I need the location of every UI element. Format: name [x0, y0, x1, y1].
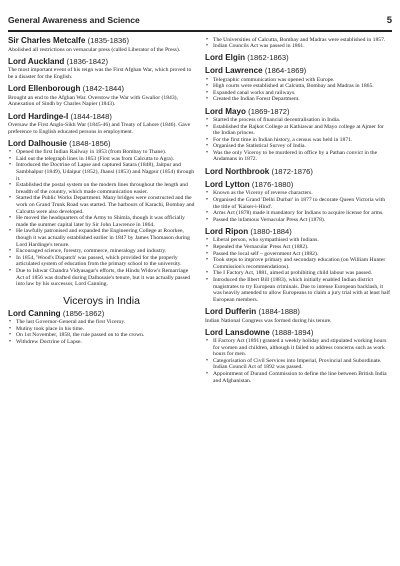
- bullet-item: • Repealed the Vernacular Press Act (1882).: [205, 244, 392, 251]
- bullet-item: • Mutiny took place in his time.: [8, 326, 195, 333]
- bullet-item: • For the first time in Indian history, a census was held in 1871.: [205, 137, 392, 144]
- ruler-years: (1848-1856): [69, 138, 111, 148]
- ruler-heading: [205, 167, 392, 177]
- bullet-item: • Organised the Statistical Survey of India.: [205, 143, 392, 150]
- ruler-section: [8, 36, 195, 53]
- ruler-description: Brought an end to the Afghan War. Overstow the War with Gwalior (1843), Annexation of Sindh by Charles Napier (1843).: [8, 94, 178, 108]
- ruler-heading: [8, 139, 195, 149]
- ruler-description: Indian National Congress was formed during his tenure.: [205, 317, 332, 324]
- bullet-item: • Took steps to improve primary and secondary education (on William Hunter Commission's recommendations).: [205, 257, 392, 270]
- ruler-heading: [205, 53, 392, 63]
- ruler-name: Lord Elgin: [205, 52, 246, 62]
- bullet-item: • Laid out the telegraph lines in 1853 (First was from Calcutta to Agra).: [8, 156, 195, 163]
- ruler-heading: [205, 227, 392, 237]
- ruler-name: Lord Hardinge-I: [8, 111, 69, 121]
- ruler-years: (1884-1888): [258, 306, 300, 316]
- ruler-years: (1844-1848): [70, 111, 112, 121]
- bullet-list: [205, 237, 392, 303]
- viceroys-heading: Viceroys in India: [63, 294, 140, 307]
- bullet-item: • Opened the first Indian Railway in 1853 (from Bombay to Thane).: [8, 149, 195, 156]
- bullet-item: • Passed the infamous Vernacular Press Act (1878).: [205, 217, 392, 224]
- ruler-years: (1872-1876): [271, 166, 313, 176]
- bullet-list: [205, 77, 392, 103]
- right-column: [205, 36, 392, 388]
- bullet-item: • Started the process of financial decentralisation in India.: [205, 117, 392, 124]
- bullet-item: • Categorisation of Civil Services into Imperial, Provincial and Subordinate. Indian Council Act of 1892 was passed.: [205, 358, 392, 371]
- ruler-name: Lord Ellenborough: [8, 84, 81, 94]
- bullet-item: • High courts were established at Calcutta, Bombay and Madras in 1865.: [205, 83, 392, 90]
- bullet-item: • Withdrew Doctrine of Lapse.: [8, 339, 195, 346]
- bullet-item: • Known as the Viceroy of reverse characters.: [205, 190, 392, 197]
- bullet-item: • The Universities of Calcutta, Bombay and Madras were established in 1857.: [205, 37, 392, 44]
- ruler-section: [205, 328, 392, 385]
- ruler-years: (1836-1842): [66, 56, 108, 66]
- ruler-years: (1864-1869): [264, 66, 307, 76]
- ruler-section: [205, 307, 392, 324]
- top-margin: [8, 0, 392, 10]
- bullet-item: • Established the postal system on the modern lines throughout the length and breadth of the country, which made communication easier.: [8, 182, 195, 195]
- ruler-name: Lord Lawrence: [205, 66, 263, 76]
- ruler-heading: [205, 107, 392, 117]
- header-title: General Awareness and Science: [8, 15, 140, 25]
- ruler-description: The most important event of his reign was the First Afghan War, which proved to be a disaster for the English.: [8, 67, 192, 80]
- two-column-body: [8, 36, 392, 388]
- bullet-item: • In 1854, 'Wood's Dispatch' was passed, which provided for the properly articulated system of education from the primary school to the university.: [8, 255, 195, 268]
- ruler-years: (1835-1836): [87, 36, 129, 45]
- ruler-years: (1880-1884): [250, 227, 292, 237]
- bullet-item: • Due to Ishwar Chandra Vidyasagar's efforts, the Hindu Widow's Remarriage Act of 1856 was drafted during Dalhousie's tenure, but it was actually passed into law by his successor, Lord Canning.: [8, 268, 195, 288]
- bullet-item: • Introduced the Doctrine of Lapse and captured Satara (1848), Jaitpur and Sambhalpur (1849), Udaipur (1852), Jhansi (1853) and Nagpur (1854) through it.: [8, 162, 195, 182]
- ruler-description: Oversaw the First Anglo-Sikh War (1845-46) and Treaty of Lahore (1846). Gave preference to English educated persons in employment.: [8, 122, 191, 135]
- page-number: 5: [386, 14, 392, 26]
- ruler-years: (1869-1872): [248, 106, 290, 116]
- bullet-item: • He lawfully patronised and expanded the Engineering College at Roorkee, though it was actually established earlier in 1847 by James Thomason during Lord Hardinge's tenure.: [8, 228, 195, 248]
- ruler-years: (1842-1844): [82, 84, 125, 94]
- bullet-item: • Passed the local self – government Act (1882).: [205, 251, 392, 258]
- ruler-name: Lord Canning: [8, 308, 61, 318]
- bullet-item: • Established the Rajkot College at Kathiawar and Mayo college at Ajmer for the Indian princes.: [205, 124, 392, 137]
- ruler-heading: [205, 180, 392, 190]
- bullet-list: [205, 190, 392, 223]
- bullet-item: • Encouraged science, forestry, commerce, mineralogy and industry.: [8, 248, 195, 255]
- ruler-section: [8, 57, 195, 81]
- ruler-name: Lord Lansdowne: [205, 327, 270, 337]
- bullet-item: • Organised the Grand 'Delhi Durbar' in 1877 to decorate Queen Victoria with the title of 'Kaiser-i-Hind'.: [205, 197, 392, 210]
- ruler-name: Sir Charles Metcalfe: [8, 36, 86, 45]
- ruler-heading: [8, 36, 195, 46]
- bullet-list: [205, 338, 392, 384]
- ruler-section: [205, 167, 392, 177]
- ruler-heading: [8, 57, 195, 67]
- bullet-list: [8, 149, 195, 287]
- bullet-item: • The last Governor-General and the first Viceroy.: [8, 319, 195, 326]
- ruler-name: Lord Auckland: [8, 56, 65, 66]
- left-column: [8, 36, 195, 388]
- ruler-description: Abolished all restrictions on vernacular press (called Liberator of the Press).: [8, 46, 181, 53]
- bullet-item: • Was the only Viceroy to be murdered in office by a Pathan convict in the Andamans in 1872.: [205, 150, 392, 163]
- ruler-heading: [205, 66, 392, 76]
- bullet-item: • II Factory Act (1891) granted a weekly holiday and stipulated working hours for women and children, although it failed to address concerns such as work hours for men.: [205, 338, 392, 358]
- bullet-item: • Started the Public Works Department. Many bridges were constructed and the work on Grand Trunk Road was started. The harbours of Karachi, Bombay and Calcutta were also developed.: [8, 195, 195, 215]
- bullet-item: • He moved the headquarters of the Army to Shimla, though it was officially made the summer capital later by Sir John Lawrence in 1864.: [8, 215, 195, 228]
- ruler-heading: [8, 84, 195, 94]
- ruler-name: Lord Dufferin: [205, 306, 257, 316]
- ruler-section: [8, 139, 195, 288]
- ruler-years: (1856-1862): [62, 308, 105, 318]
- ruler-years: (1888-1894): [272, 327, 314, 337]
- continued-bullet-list: [205, 37, 392, 50]
- ruler-name: Lord Lytton: [205, 180, 250, 190]
- ruler-name: Lord Mayo: [205, 106, 246, 116]
- ruler-name: Lord Northbrook: [205, 166, 270, 176]
- ruler-section: [205, 107, 392, 164]
- ruler-section: [205, 227, 392, 303]
- ruler-years: (1876-1880): [251, 180, 294, 190]
- ruler-section: [8, 112, 195, 136]
- bullet-item: • Indian Councils Act was passed in 1861.: [205, 43, 392, 50]
- bullet-item: • Liberal person, who sympathised with Indians.: [205, 237, 392, 244]
- bullet-item: • Expanded canal works and railways.: [205, 90, 392, 97]
- ruler-heading: [205, 328, 392, 338]
- ruler-section: [205, 180, 392, 223]
- ruler-name: Lord Dalhousie: [8, 138, 67, 148]
- bullet-item: • Introduced the Ilbert Bill (1883), which initially enabled Indian district magistrates to try European criminals. Due to intense European backlash, it was heavily amended to allow Europeans to claim a jury trial with at least half European members.: [205, 277, 392, 303]
- ruler-name: Lord Ripon: [205, 227, 249, 237]
- ruler-section: [8, 84, 195, 108]
- ruler-years: (1862-1863): [247, 52, 289, 62]
- running-header: [8, 12, 392, 28]
- bullet-item: • On 1st November, 1858, the rule passed on to the crown.: [8, 332, 195, 339]
- bullet-list: [8, 319, 195, 345]
- bullet-list: [205, 117, 392, 163]
- ruler-section: [205, 66, 392, 103]
- bullet-item: • Appointment of Durand Commission to define the line between British India and Afghanistan.: [205, 371, 392, 384]
- ruler-heading: [8, 309, 195, 319]
- ruler-heading: [205, 307, 392, 317]
- ruler-section: [205, 53, 392, 63]
- bullet-item: • The I Factory Act, 1881, aimed at prohibiting child labour was passed.: [205, 270, 392, 277]
- ruler-section: [8, 309, 195, 346]
- ruler-heading: [8, 112, 195, 122]
- bullet-item: • Created the Indian Forest Department.: [205, 96, 392, 103]
- bullet-item: • Telegraphic communication was opened with Europe.: [205, 77, 392, 84]
- bullet-item: • Arms Act (1878) made it mandatory for Indians to acquire license for arms.: [205, 210, 392, 217]
- header-rule: [8, 30, 392, 32]
